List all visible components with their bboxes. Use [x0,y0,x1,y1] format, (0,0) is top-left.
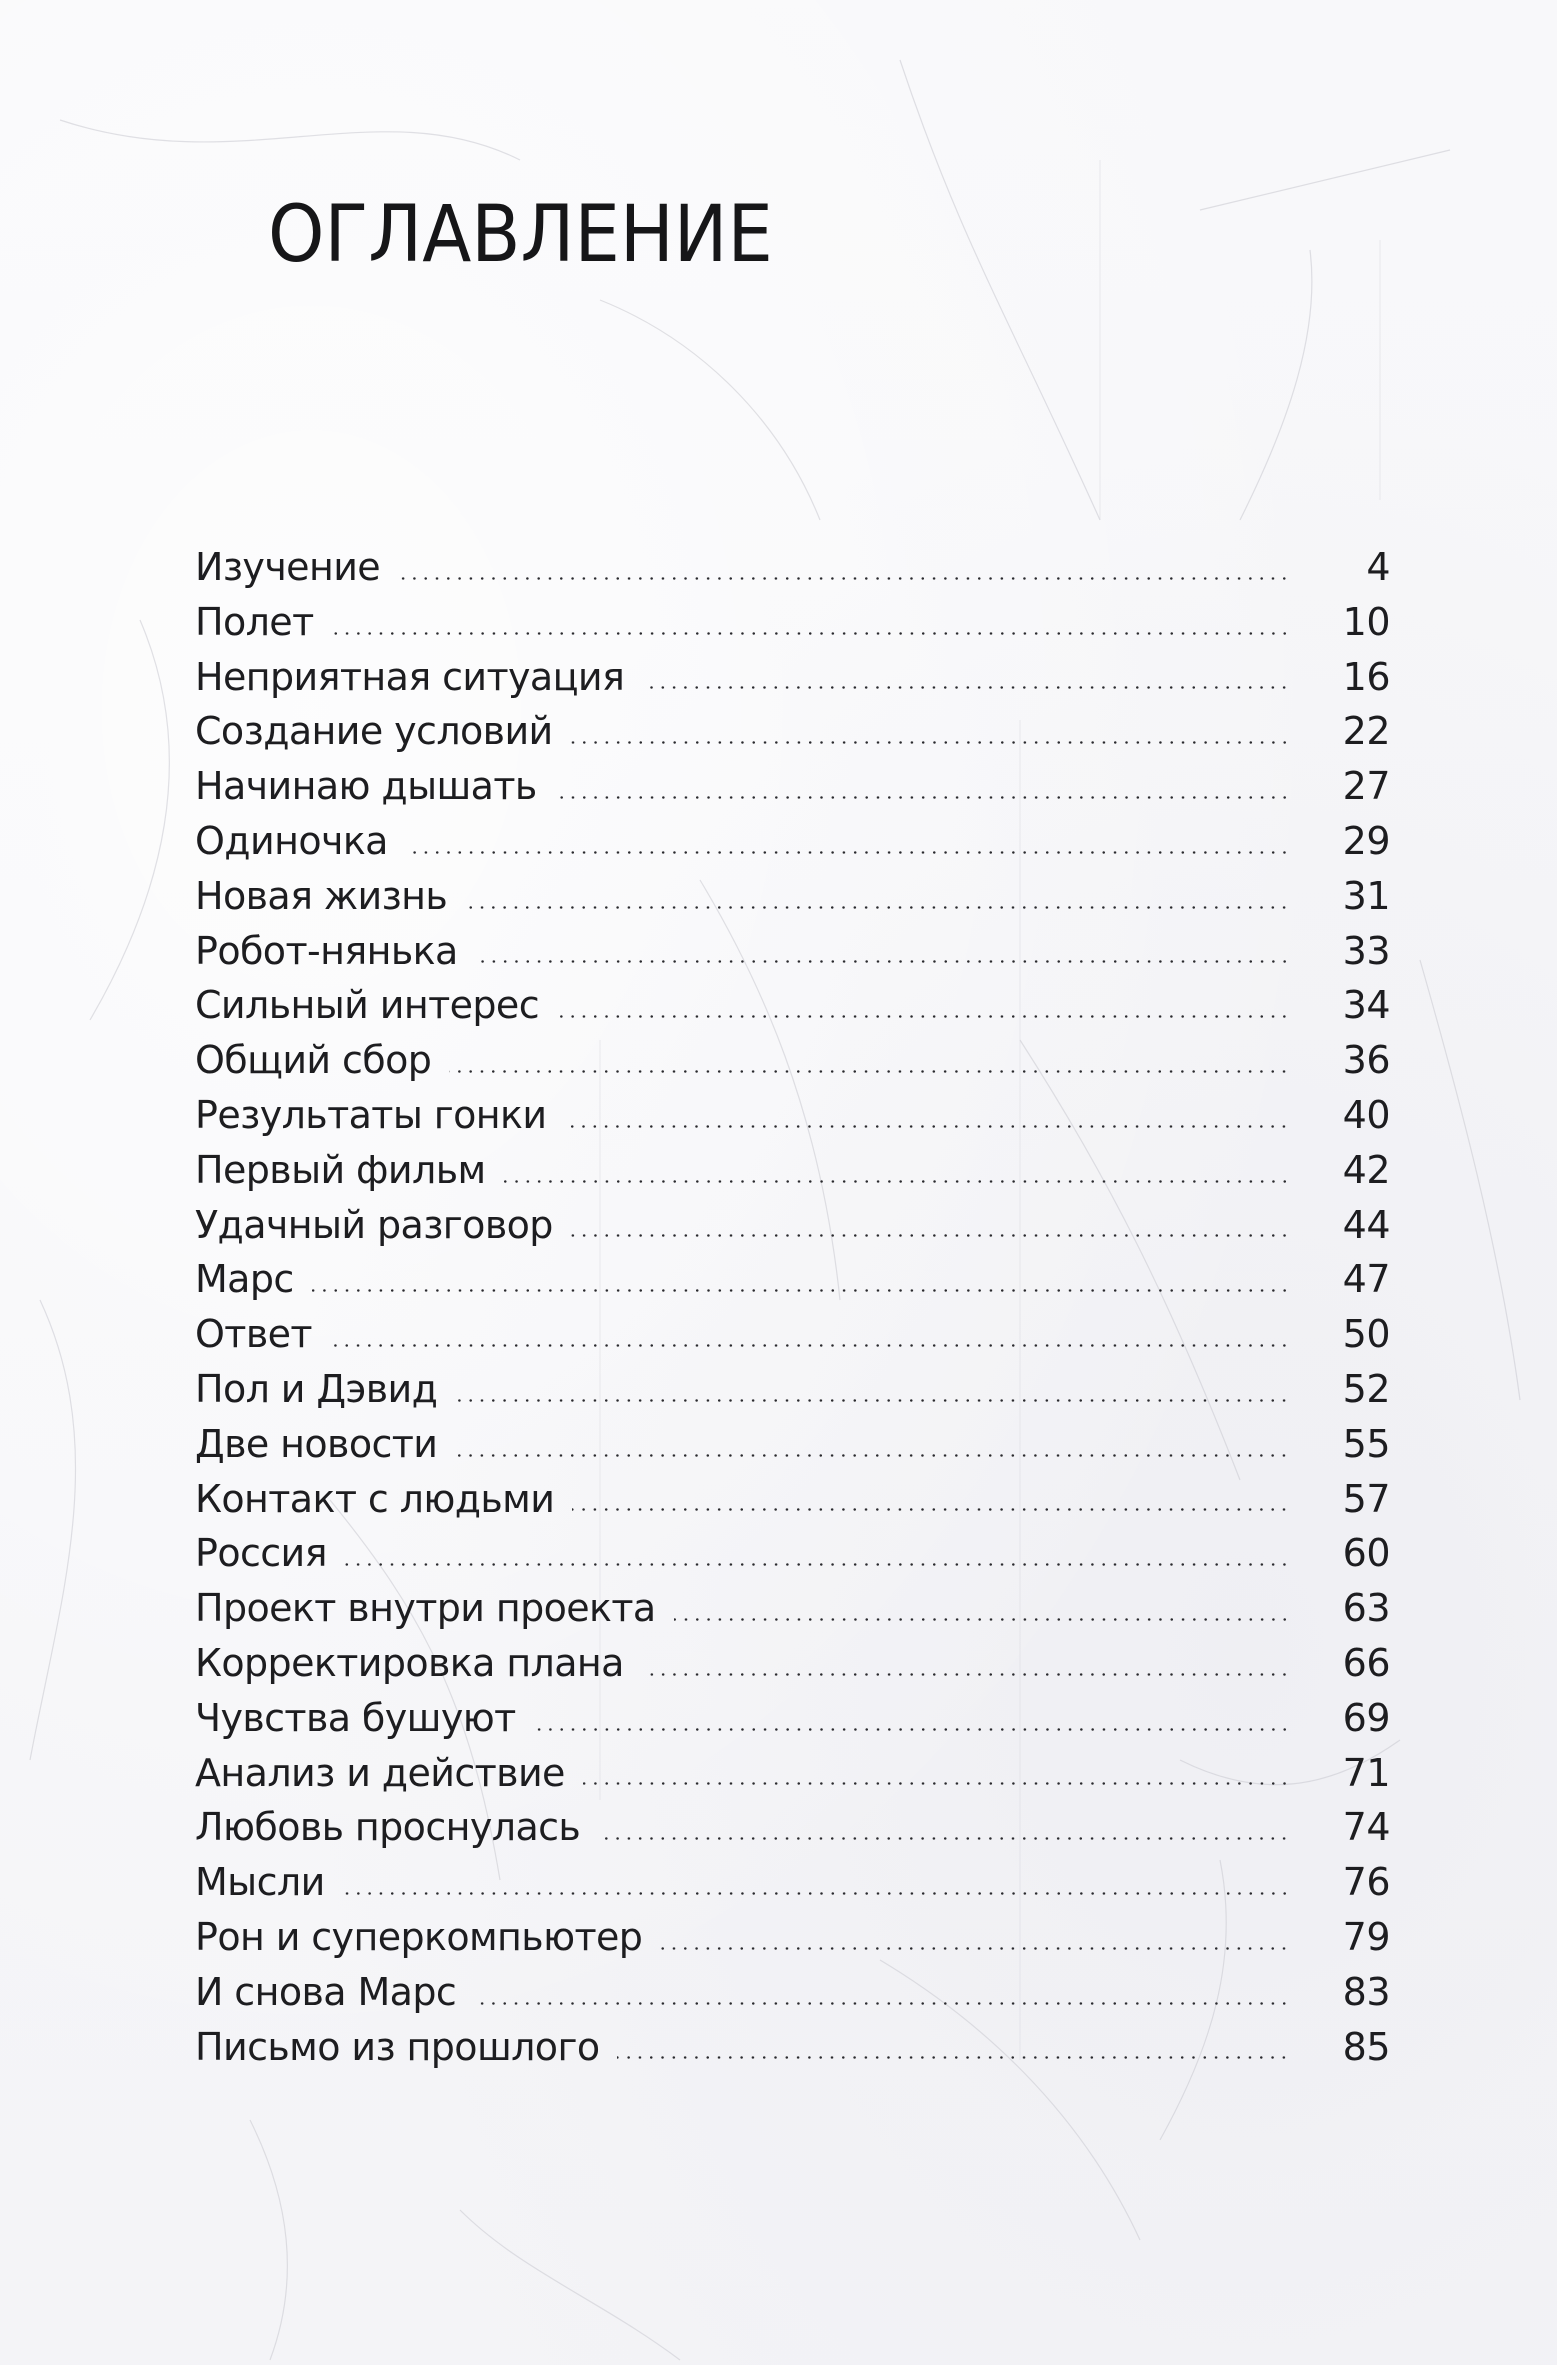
toc-entry-title: Одиночка [195,818,388,863]
toc-entry-title: Начинаю дышать [195,764,537,809]
toc-entry-page: 83 [1342,1969,1390,2014]
toc-entry [195,759,1390,814]
toc-entry [195,595,1390,650]
toc-entry [195,1636,1390,1691]
dot-leader [555,759,1290,814]
page-title: ОГЛАВЛЕНИЕ [268,190,773,280]
toc-entry-title: Новая жизнь [195,873,448,918]
dot-leader [330,1307,1290,1362]
toc-entry-title: Россия [195,1531,327,1576]
toc-entry-title: Сильный интерес [195,983,539,1028]
toc-entry [195,1746,1390,1801]
toc-entry-title: Рон и суперкомпьютер [195,1914,643,1959]
toc-entry-page: 55 [1342,1421,1390,1466]
dot-leader [583,1746,1290,1801]
toc-entry-title: Робот-нянька [195,928,458,973]
toc-entry-page: 22 [1342,709,1390,754]
toc-entry-page: 63 [1342,1586,1390,1631]
toc-entry-page: 79 [1342,1914,1390,1959]
toc-entry-title: Изучение [195,545,381,589]
toc-entry-page: 69 [1342,1695,1390,1740]
dot-leader [449,1033,1290,1088]
toc-entry [195,650,1390,705]
toc-entry-page: 60 [1342,1531,1390,1576]
toc-entry-page: 27 [1342,764,1390,809]
toc-entry [195,2020,1390,2075]
toc-entry [195,1417,1390,1472]
dot-leader [476,924,1290,979]
toc-entry [195,1362,1390,1417]
toc-entry-title: Мысли [195,1860,325,1905]
toc-entry [195,1307,1390,1362]
toc-entry-page: 85 [1342,2024,1390,2069]
dot-leader [617,2020,1290,2075]
dot-leader [642,650,1290,705]
dot-leader [557,978,1290,1033]
toc-entry-title: Анализ и действие [195,1750,565,1795]
dot-leader [674,1581,1290,1636]
toc-entry [195,1581,1390,1636]
toc-entry [195,1033,1390,1088]
dot-leader [474,1965,1290,2020]
toc-entry-page: 10 [1342,599,1390,644]
toc-entry [195,924,1390,979]
toc-entry-title: Неприятная ситуация [195,654,625,699]
toc-entry-title: Общий сбор [195,1038,432,1083]
toc-entry-page: 66 [1342,1640,1390,1685]
toc-entry-page: 29 [1342,818,1390,863]
toc-entry-title: Две новости [195,1421,438,1466]
toc-entry [195,1472,1390,1527]
toc-entry [195,814,1390,869]
dot-leader [534,1691,1290,1746]
toc-entry-page: 40 [1342,1092,1390,1137]
toc-entry [195,1691,1390,1746]
toc-entry-title: Письмо из прошлого [195,2024,600,2069]
dot-leader [660,1910,1290,1965]
toc-entry [195,978,1390,1033]
toc-entry-title: Ответ [195,1312,312,1357]
toc-entry [195,1910,1390,1965]
toc-entry-title: Полет [195,599,314,644]
dot-leader [455,1417,1290,1472]
dot-leader [406,814,1290,869]
toc-entry-page: 76 [1342,1860,1390,1905]
dot-leader [398,540,1290,595]
toc-entry [195,1855,1390,1910]
dot-leader [312,1252,1290,1307]
toc-entry-page: 34 [1342,983,1390,1028]
toc-entry-page: 52 [1342,1366,1390,1411]
dot-leader [564,1088,1290,1143]
toc-entry [195,540,1390,595]
dot-leader [455,1362,1290,1417]
toc-entry-page: 4 [1366,545,1390,589]
toc-entry [195,1143,1390,1198]
toc-entry-title: Пол и Дэвид [195,1366,438,1411]
toc-entry-title: Результаты гонки [195,1092,547,1137]
toc-entry-title: Любовь проснулась [195,1805,581,1850]
toc-entry-title: Контакт с людьми [195,1476,555,1521]
dot-leader [332,595,1290,650]
toc-entry-title: И снова Марс [195,1969,457,2014]
toc-entry-title: Корректировка плана [195,1640,624,1685]
toc-entry-title: Удачный разговор [195,1202,553,1247]
toc-entry-title: Создание условий [195,709,553,754]
toc-entry [195,1252,1390,1307]
toc-entry-page: 33 [1342,928,1390,973]
toc-entry-page: 36 [1342,1038,1390,1083]
toc-entry-page: 31 [1342,873,1390,918]
dot-leader [345,1526,1290,1581]
dot-leader [343,1855,1290,1910]
table-of-contents [195,540,1390,2074]
toc-entry-page: 47 [1342,1257,1390,1302]
toc-entry-title: Марс [195,1257,294,1302]
toc-entry-page: 57 [1342,1476,1390,1521]
toc-entry [195,1526,1390,1581]
toc-entry [195,1965,1390,2020]
toc-entry-title: Первый фильм [195,1147,486,1192]
toc-entry-page: 71 [1342,1750,1390,1795]
toc-entry-page: 42 [1342,1147,1390,1192]
toc-entry-title: Проект внутри проекта [195,1586,656,1631]
dot-leader [642,1636,1290,1691]
dot-leader [598,1800,1290,1855]
dot-leader [571,1198,1290,1253]
toc-entry [195,1088,1390,1143]
dot-leader [571,704,1290,759]
toc-entry-page: 44 [1342,1202,1390,1247]
dot-leader [504,1143,1290,1198]
dot-leader [465,869,1290,924]
toc-entry-page: 74 [1342,1805,1390,1850]
toc-entry [195,704,1390,759]
toc-entry [195,869,1390,924]
toc-entry-page: 16 [1342,654,1390,699]
dot-leader [572,1472,1290,1527]
toc-entry-title: Чувства бушуют [195,1695,516,1740]
toc-entry-page: 50 [1342,1312,1390,1357]
toc-entry [195,1198,1390,1253]
toc-entry [195,1800,1390,1855]
